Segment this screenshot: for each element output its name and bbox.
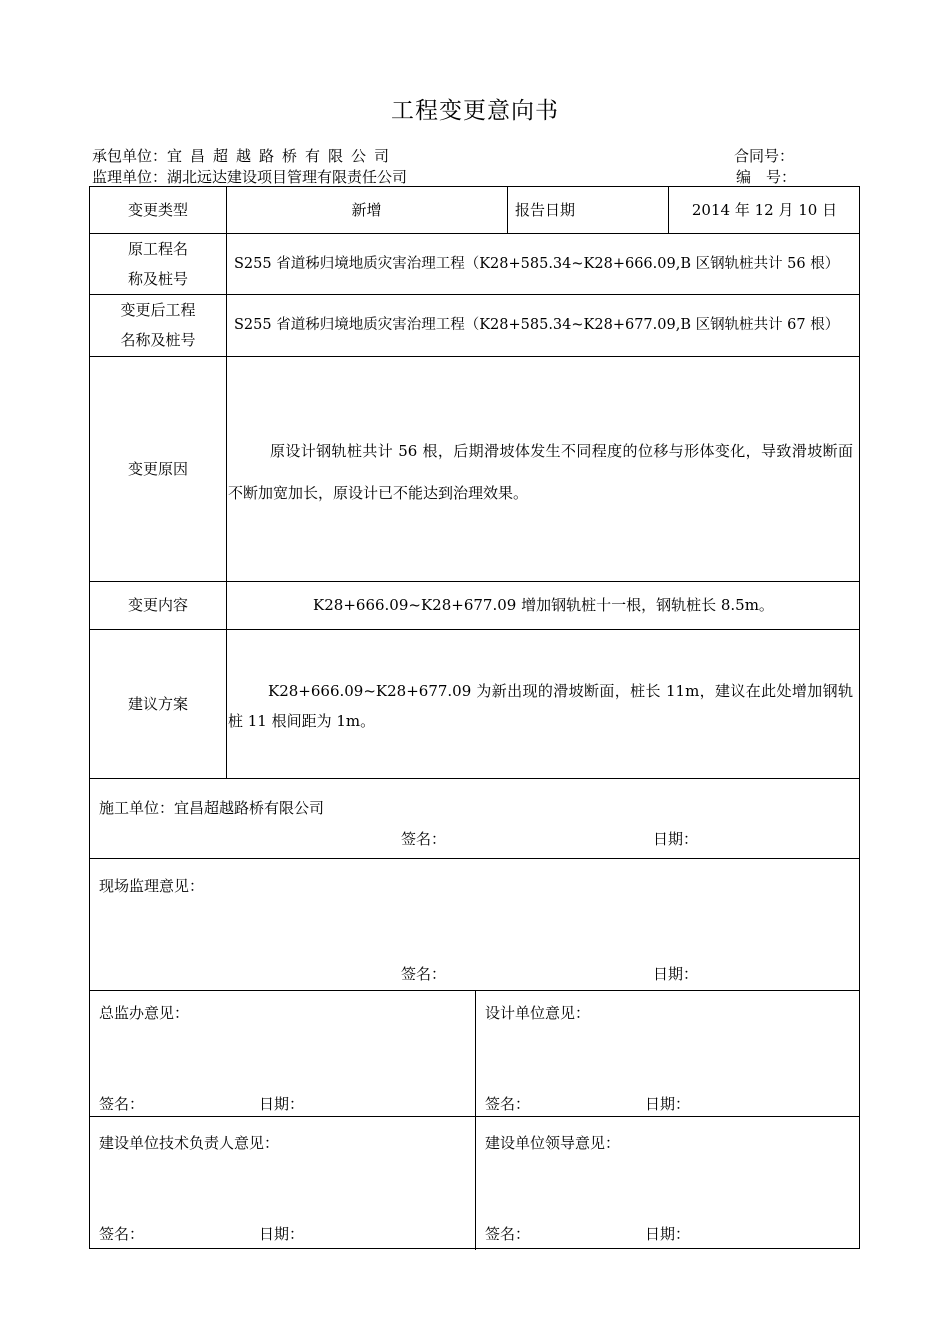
- serial-no-label: 编 号：: [736, 168, 797, 186]
- changed-label-line1: 变更后工程: [120, 301, 196, 319]
- chief-supervision-label: 总监办意见：: [99, 1004, 190, 1022]
- change-form-table: [89, 186, 860, 1249]
- construction-date-label: 日期：: [653, 830, 699, 848]
- change-content-text: K28+666.09~K28+677.09 增加钢轨桩十一根，钢轨桩长 8.5m。: [313, 596, 774, 614]
- owner-tech-label: 建设单位技术负责人意见：: [99, 1134, 280, 1152]
- design-unit-label: 设计单位意见：: [485, 1004, 591, 1022]
- design-sign-label: 签名：: [485, 1095, 531, 1113]
- changed-label-line2: 名称及桩号: [120, 331, 196, 349]
- chief-date-label: 日期：: [259, 1095, 305, 1113]
- supervisor-label: 监理单位：: [92, 168, 168, 186]
- supervisor-value: 湖北远达建设项目管理有限责任公司: [167, 168, 408, 186]
- construction-unit: 施工单位：宜昌超越路桥有限公司: [99, 799, 325, 817]
- proposal-text: K28+666.09~K28+677.09 为新出现的滑坡断面，桩长 11m，建议在此处增加钢轨桩 11 根间距为 1m。: [228, 682, 853, 730]
- contractor-value: 宜昌超越路桥有限公司: [167, 147, 398, 165]
- supervisor-row: [92, 166, 407, 187]
- change-reason-label: 变更原因: [127, 459, 188, 478]
- change-type-value: 新增: [351, 201, 382, 219]
- original-project-label: [90, 233, 226, 294]
- original-label-line1: 原工程名: [127, 239, 188, 258]
- proposal-label: 建议方案: [127, 694, 188, 713]
- owner-leader-sign-label: 签名：: [485, 1225, 531, 1243]
- change-content-label: 变更内容: [127, 596, 188, 614]
- contractor-row: [92, 145, 397, 166]
- change-type-label: 变更类型: [127, 201, 188, 219]
- original-project-value: S255 省道秭归境地质灾害治理工程（K28+585.34~K28+666.09,B 区钢轨桩共计 56 根）: [234, 255, 840, 272]
- changed-project-label: [90, 294, 226, 356]
- owner-tech-date-label: 日期：: [259, 1225, 305, 1243]
- chief-sign-label: 签名：: [99, 1095, 145, 1113]
- contract-no-label: 合同号：: [734, 147, 795, 165]
- design-date-label: 日期：: [645, 1095, 691, 1113]
- site-date-label: 日期：: [653, 965, 699, 983]
- original-label-line2: 称及桩号: [127, 269, 188, 288]
- site-supervision-label: 现场监理意见：: [99, 877, 205, 895]
- site-sign-label: 签名：: [401, 965, 447, 983]
- construction-sign-label: 签名：: [401, 830, 447, 848]
- change-reason-text: 原设计钢轨桩共计 56 根，后期滑坡体发生不同程度的位移与形体变化，导致滑坡断面不断加宽加长，原设计已不能达到治理效果。: [228, 442, 853, 502]
- owner-leader-date-label: 日期：: [645, 1225, 691, 1243]
- owner-leader-label: 建设单位领导意见：: [485, 1134, 621, 1152]
- contractor-label: 承包单位：: [92, 147, 168, 165]
- report-date-value: 2014 年 12 月 10 日: [691, 201, 838, 219]
- document-title: 工程变更意向书: [391, 98, 559, 124]
- report-date-label: 报告日期: [515, 201, 576, 219]
- changed-project-value: S255 省道秭归境地质灾害治理工程（K28+585.34~K28+677.09,B 区钢轨桩共计 67 根）: [234, 317, 840, 333]
- owner-tech-sign-label: 签名：: [99, 1225, 145, 1243]
